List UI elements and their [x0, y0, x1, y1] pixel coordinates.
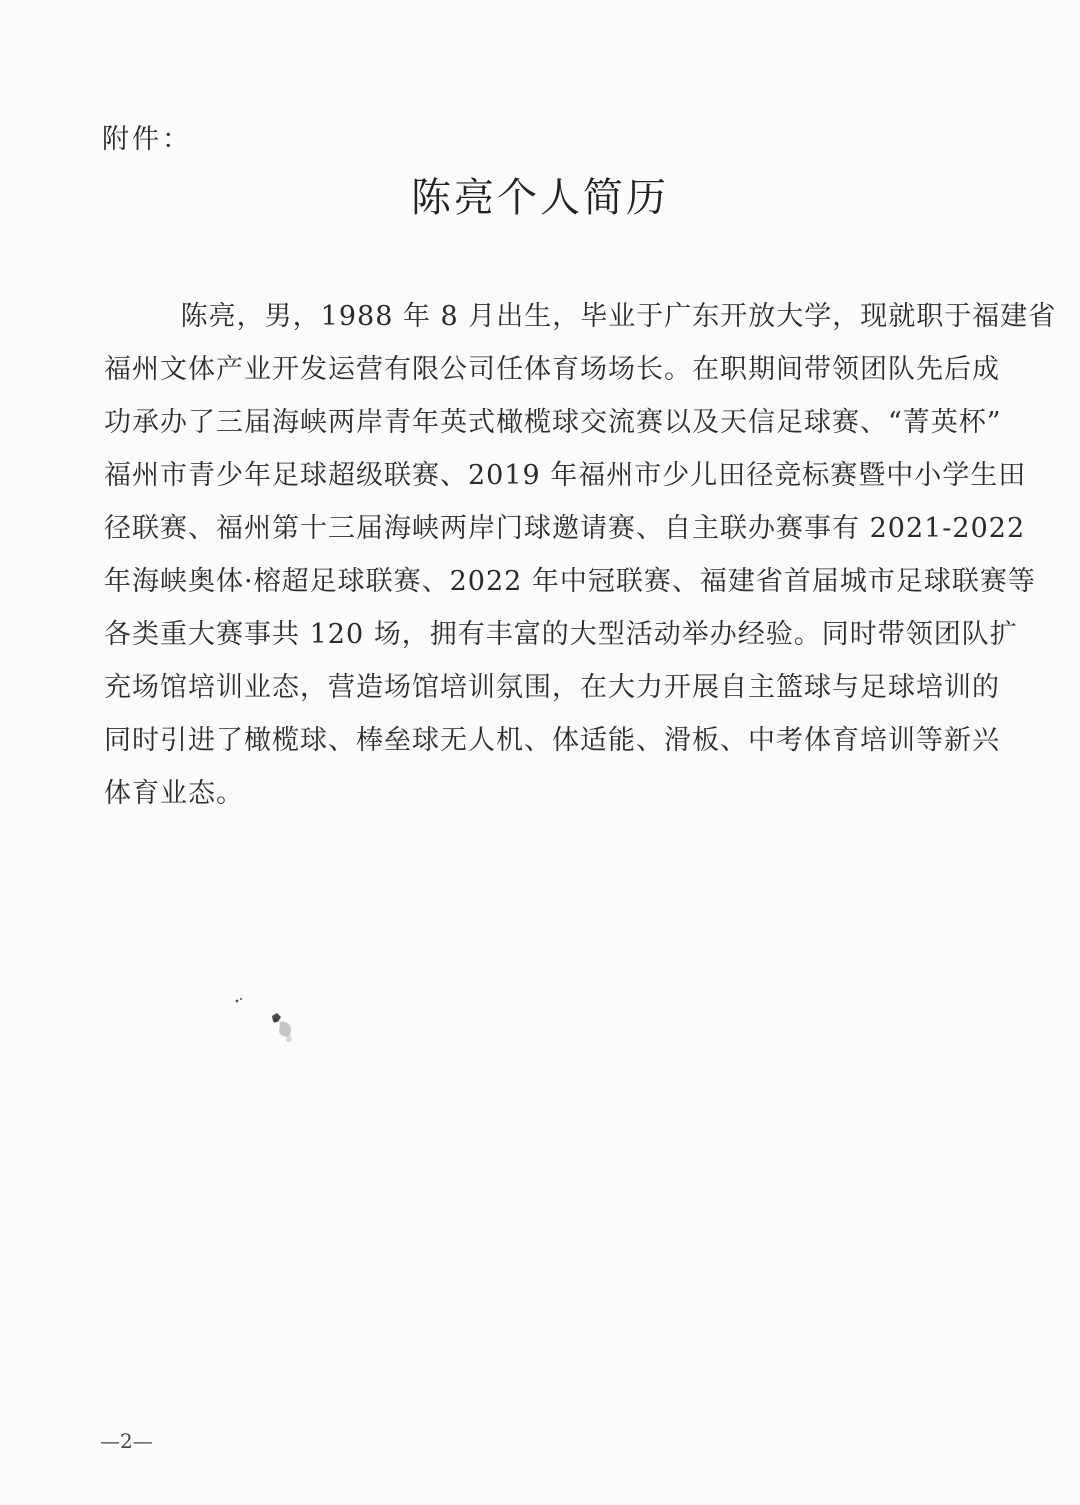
body-line: 体育业态。: [104, 778, 244, 809]
resume-body: [104, 290, 1057, 820]
body-line: 同时引进了橄榄球、棒垒球无人机、体适能、滑板、中考体育培训等新兴: [104, 725, 1000, 756]
body-line: 福州文体产业开发运营有限公司任体育场场长。在职期间带领团队先后成: [104, 354, 1000, 385]
body-line: 福州市青少年足球超级联赛、2019 年福州市少儿田径竞标赛暨中小学生田: [104, 460, 1027, 491]
body-line: 年海峡奥体·榕超足球联赛、2022 年中冠联赛、福建省首届城市足球联赛等: [104, 566, 1036, 597]
attachment-label: 附件：: [102, 124, 192, 155]
body-line: 陈亮，男，1988 年 8 月出生，毕业于广东开放大学，现就职于福建省: [104, 301, 1057, 332]
page-number: —2—: [100, 1429, 153, 1453]
body-line: 充场馆培训业态，营造场馆培训氛围，在大力开展自主篮球与足球培训的: [104, 672, 1000, 703]
ink-smudge: [228, 988, 338, 1058]
body-line: 各类重大赛事共 120 场，拥有丰富的大型活动举办经验。同时带领团队扩: [104, 619, 1018, 650]
body-line: 功承办了三届海峡两岸青年英式橄榄球交流赛以及天信足球赛、“菁英杯”: [104, 407, 1002, 438]
body-line: 径联赛、福州第十三届海峡两岸门球邀请赛、自主联办赛事有 2021-2022: [104, 513, 1026, 544]
document-title: 陈亮个人简历: [411, 175, 669, 221]
